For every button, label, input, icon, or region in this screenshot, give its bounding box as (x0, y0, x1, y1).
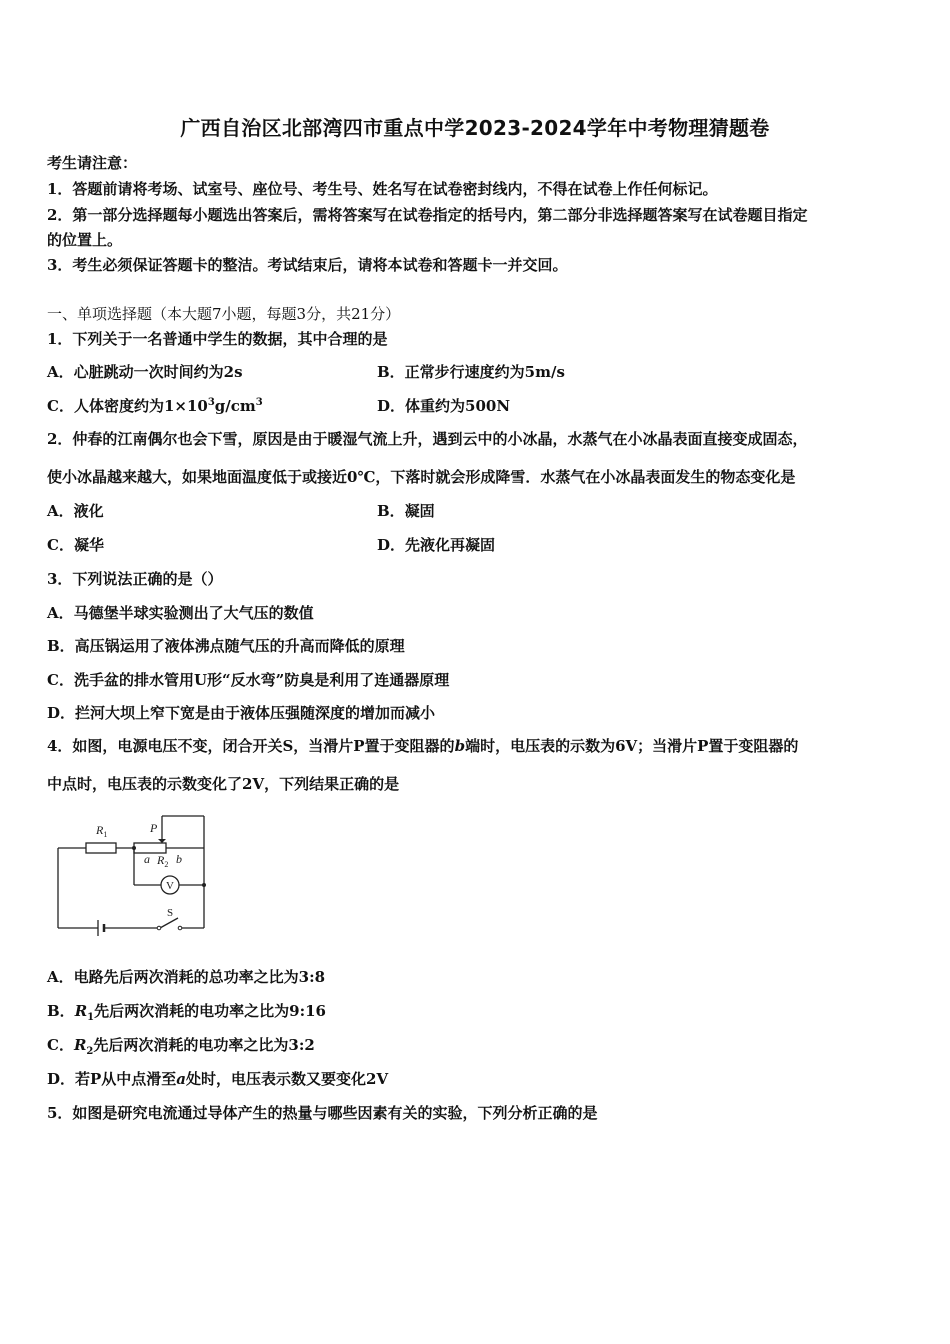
option-d-prefix: D．若P从中点滑至 (47, 1070, 177, 1088)
question-2-stem-line-2: 使小冰晶越来越大，如果地面温度低于或接近0℃，下落时就会形成降雪．水蒸气在小冰晶表面发生的物态变化是 (47, 468, 796, 486)
label-v: V (166, 880, 174, 892)
question-2-option-a: A．液化 (47, 502, 104, 520)
question-1-option-c (47, 395, 263, 416)
junction-left (132, 846, 136, 850)
option-b-prefix: B． (47, 1002, 75, 1020)
question-1-stem: 1．下列关于一名普通中学生的数据，其中合理的是 (47, 330, 388, 348)
circuit-diagram (54, 812, 214, 942)
stem-part-2: 端时，电压表的示数为6V；当滑片P置于变阻器的 (465, 737, 799, 755)
question-4-option-d (47, 1068, 388, 1089)
label-r1: $R_1$ (96, 823, 108, 839)
option-b-r: R (74, 1002, 88, 1020)
question-1-option-d: D．体重约为500N (377, 397, 511, 415)
option-d-rest: 处时，电压表示数又要变化2V (186, 1070, 389, 1088)
switch-contact-left (157, 926, 161, 930)
option-c-r: R (73, 1036, 87, 1054)
label-a: a (144, 852, 150, 866)
option-c-rest: 先后两次消耗的电功率之比为3:2 (93, 1036, 315, 1054)
question-5-stem: 5．如图是研究电流通过导体产生的热量与哪些因素有关的实验，下列分析正确的是 (47, 1104, 598, 1122)
notice-item-2-cont: 的位置上。 (47, 231, 123, 249)
option-c-sub: 2 (86, 1046, 94, 1057)
question-3-option-a: A．马德堡半球实验测出了大气压的数值 (47, 604, 314, 622)
question-1-option-a: A．心脏跳动一次时间约为2s (47, 363, 243, 381)
label-s: S (167, 907, 174, 919)
junction-right (202, 883, 206, 887)
option-c-text: C．人体密度约为1×10 (47, 397, 208, 415)
option-c-unit-exponent: 3 (255, 397, 263, 408)
question-2-option-d: D．先液化再凝固 (377, 536, 496, 554)
question-4-option-c (47, 1034, 315, 1057)
label-r2: $R_2$ (157, 853, 169, 869)
label-p: P (150, 821, 158, 835)
page-title: 广西自治区北部湾四市重点中学2023-2024学年中考物理猜题卷 (180, 116, 770, 140)
notice-item-3: 3．考生必须保证答题卡的整洁。考试结束后，请将本试卷和答题卡一并交回。 (47, 256, 568, 274)
question-4-stem-line-2: 中点时，电压表的示数变化了2V，下列结果正确的是 (47, 775, 400, 793)
option-c-exponent: 3 (207, 397, 215, 408)
question-4-option-a: A．电路先后两次消耗的总功率之比为3:8 (47, 968, 326, 986)
question-2-option-c: C．凝华 (47, 536, 104, 554)
option-d-italic-a: a (176, 1070, 187, 1088)
question-2-option-b: B．凝固 (377, 502, 435, 520)
switch-blade (160, 918, 178, 928)
rheostat-r2 (134, 843, 166, 853)
notice-heading: 考生请注意： (47, 154, 138, 172)
option-c-unit: g/cm (214, 397, 256, 415)
notice-item-1: 1．答题前请将考场、试室号、座位号、考生号、姓名写在试卷密封线内，不得在试卷上作任何标记。 (47, 180, 718, 198)
question-4-option-b (47, 1000, 326, 1023)
question-3-option-c: C．洗手盆的排水管用U形“反水弯”防臭是利用了连通器原理 (47, 671, 450, 689)
section-heading: 一、单项选择题（本大题7小题，每题3分，共21分） (47, 305, 401, 323)
stem-italic-b: b (454, 737, 466, 755)
question-3-option-d: D．拦河大坝上窄下宽是由于液体压强随深度的增加而减小 (47, 704, 436, 722)
option-b-rest: 先后两次消耗的电功率之比为9:16 (94, 1002, 326, 1020)
question-4-stem-line-1 (47, 735, 798, 756)
question-1-option-b: B．正常步行速度约为5m/s (377, 363, 565, 381)
question-3-stem: 3．下列说法正确的是（） (47, 570, 223, 588)
question-2-stem-line-1: 2．仲春的江南偶尔也会下雪，原因是由于暖湿气流上升，遇到云中的小冰晶，水蒸气在小冰晶表面直接变成固态， (47, 430, 808, 448)
stem-part-1: 4．如图，电源电压不变，闭合开关S，当滑片P置于变阻器的 (47, 737, 455, 755)
option-b-sub: 1 (87, 1012, 95, 1023)
notice-item-2: 2．第一部分选择题每小题选出答案后，需将答案写在试卷指定的括号内，第二部分非选择题答案写在试卷题目指定 (47, 206, 808, 224)
option-c-prefix: C． (47, 1036, 74, 1054)
question-3-option-b: B．高压锅运用了液体沸点随气压的升高而降低的原理 (47, 637, 405, 655)
switch-contact-right (178, 926, 182, 930)
label-b: b (176, 852, 182, 866)
resistor-r1 (86, 843, 116, 853)
